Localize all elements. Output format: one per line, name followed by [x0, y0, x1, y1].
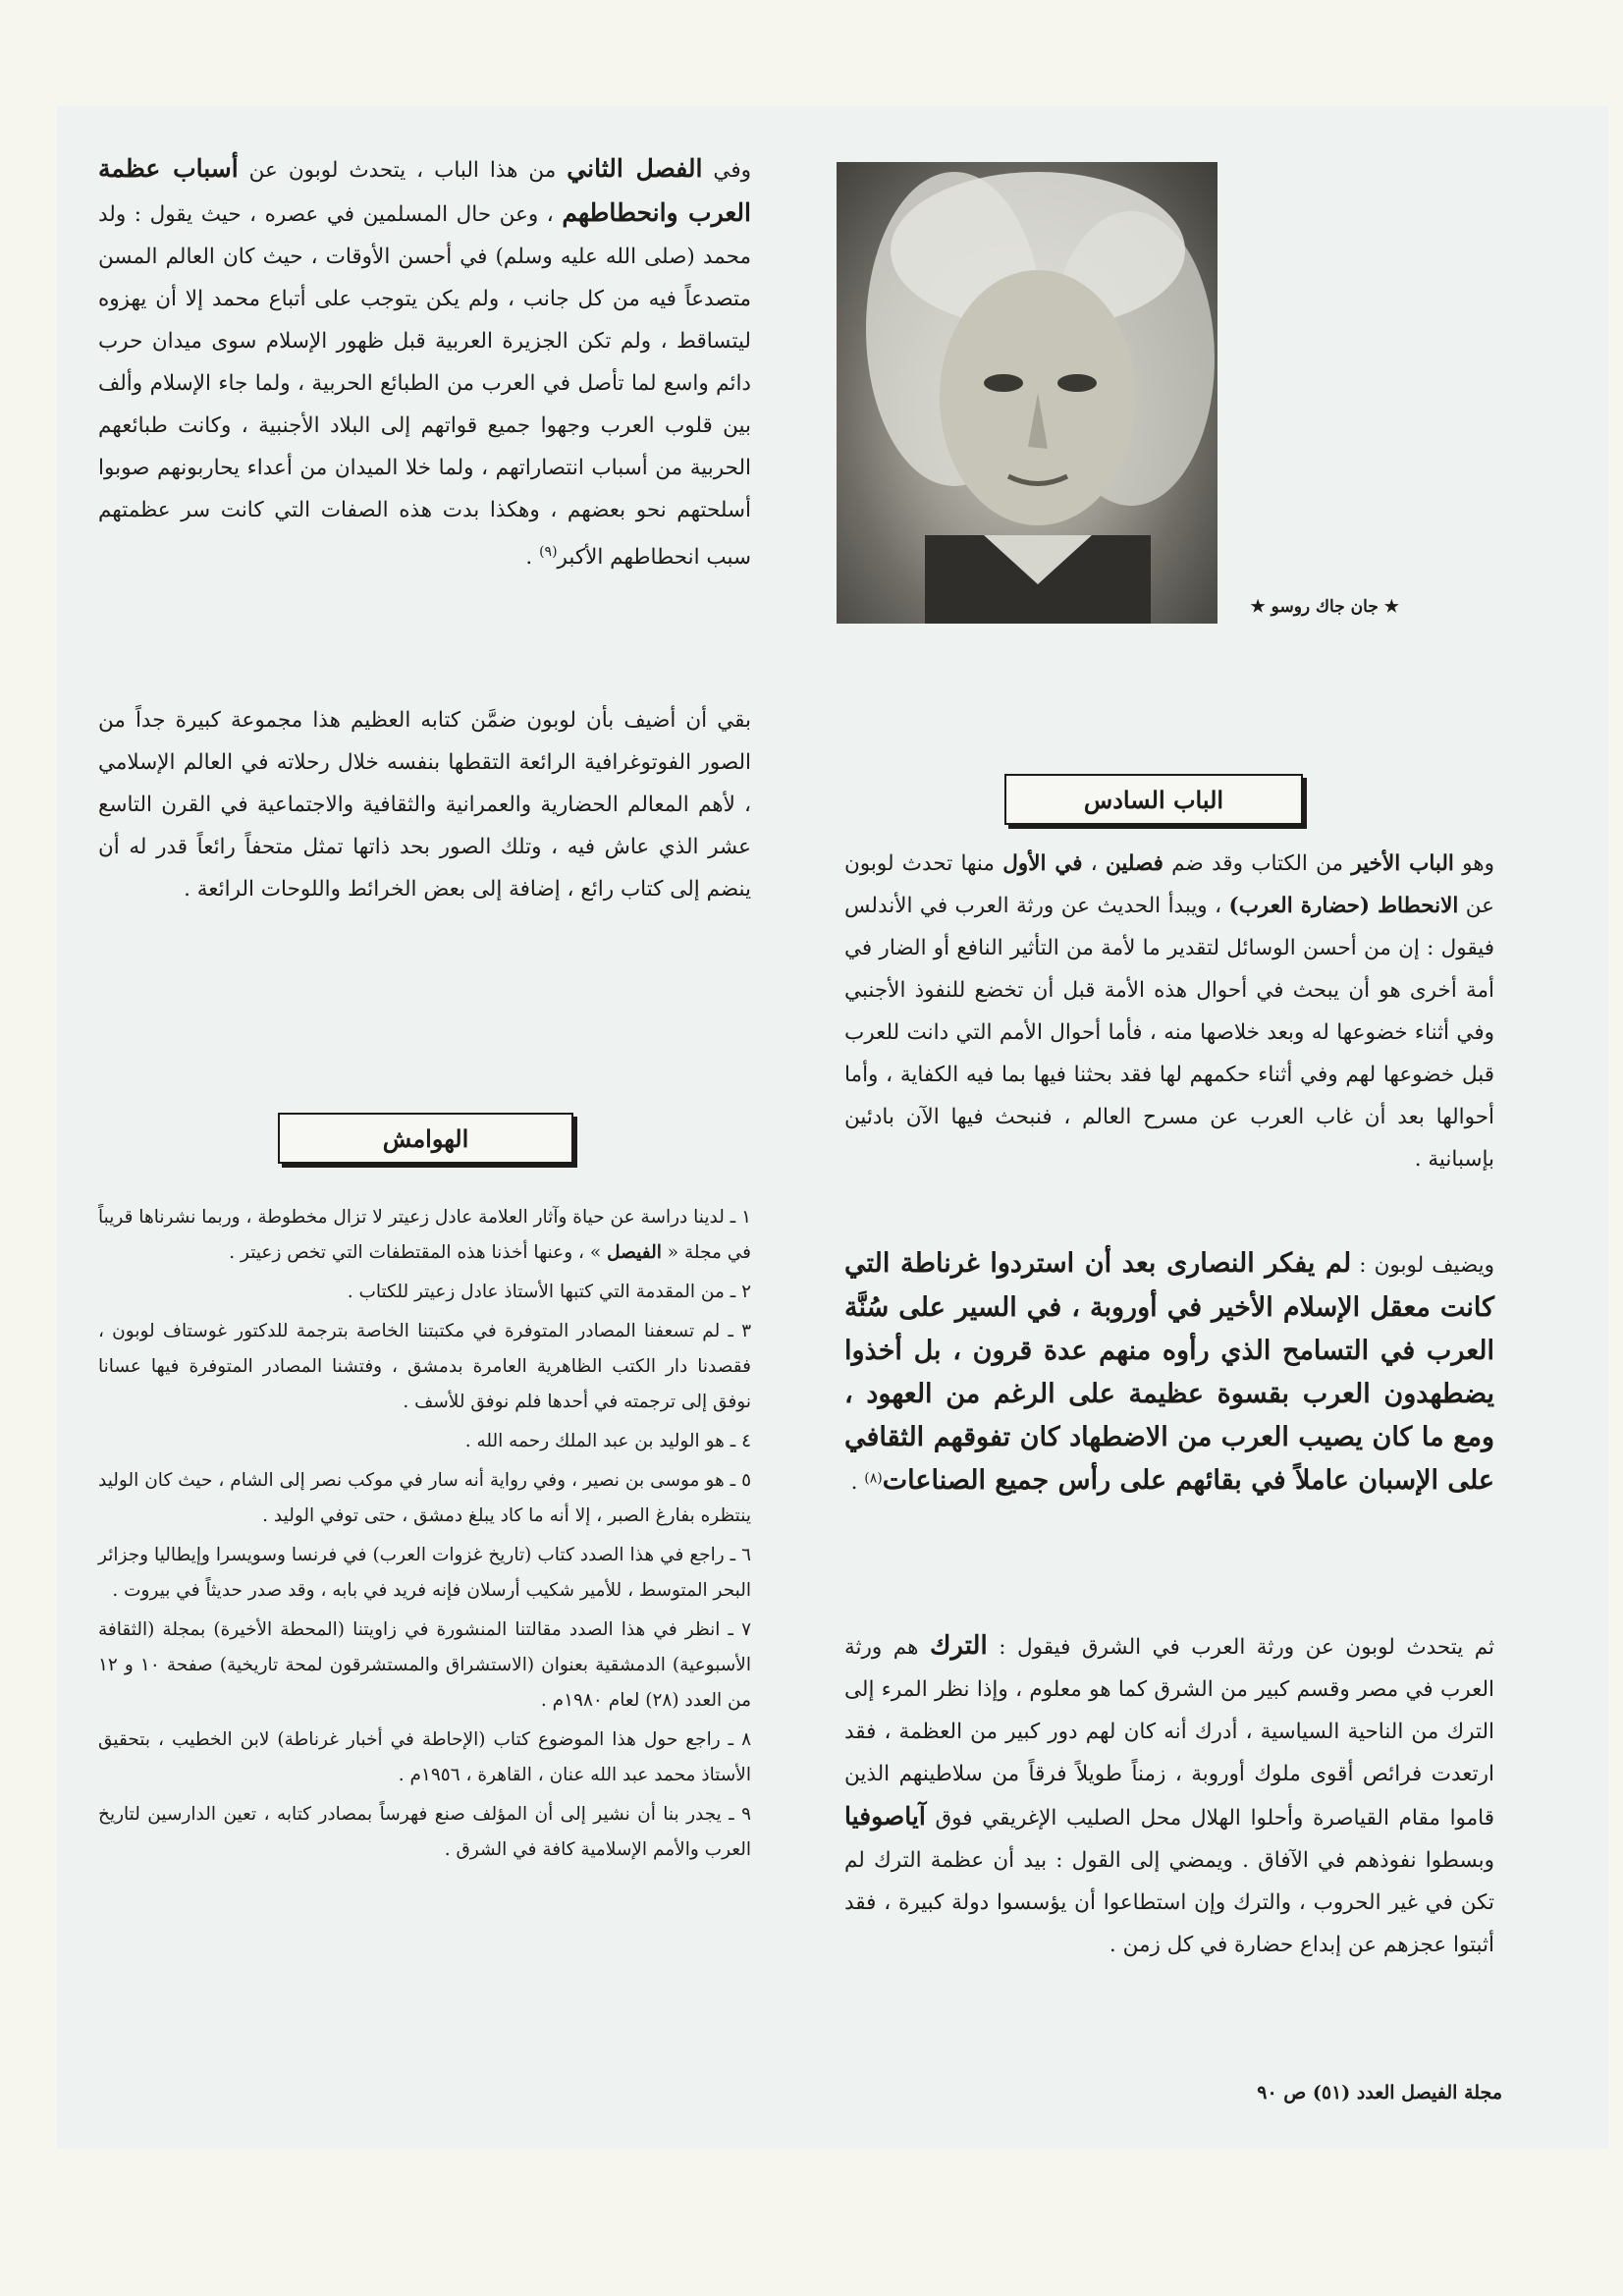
footnote-item: ٦ ـ راجع في هذا الصدد كتاب (تاريخ غزوات العرب) في فرنسا وسويسرا وإيطاليا وجزائر البحر المتوسط ، للأمير شكيب أرسلان فإنه فريد في بابه ، وقد صدر حديثاً في بيروت . — [98, 1545, 751, 1601]
footnote-item: ٥ ـ هو موسى بن نصير ، وفي رواية أنه سار في موكب نصر إلى الشام ، حيث كان الوليد ينتظره بفارغ الصبر ، إلا أنه ما كاد يبلغ دمشق ، حتى توفي الوليد . — [98, 1470, 751, 1526]
text-run-bold: في الأول — [1002, 851, 1083, 876]
right-column-paragraph-2 — [844, 1242, 1494, 1503]
footnote-ref: (٨) — [864, 1470, 883, 1487]
paragraph: بقي أن أضيف بأن لوبون ضمَّن كتابه العظيم هذا مجموعة كبيرة جداً من الصور الفوتوغرافية الرائعة التقطها بنفسه خلال رحلاته في العالم الإسلامي ، لأهم المعالم الحضارية والعمرانية والثقافية والاجتماعية في القرن التاسع عشر الذي عاش فيه ، وتلك الصور بحد ذاتها تمثل متحفاً رائعاً قدر له أن ينضم إلى كتاب رائع ، إضافة إلى بعض الخرائط واللوحات الرائعة . — [98, 708, 751, 902]
text-run: وفي — [702, 158, 752, 183]
text-run: من الكتاب وقد ضم — [1163, 851, 1352, 876]
text-run: » ، وعنها أخذنا هذه المقتطفات التي تخص زعيتر . — [229, 1242, 608, 1263]
text-run: ١ ـ لدينا دراسة عن حياة وآثار العلامة عادل زعيتر لا تزال مخطوطة ، وربما نشرناها قريباً في مجلة « — [98, 1207, 751, 1263]
chapter-heading: الباب السادس — [1004, 774, 1303, 825]
footnote-item: ٩ ـ يجدر بنا أن نشير إلى أن المؤلف صنع فهرساً بمصادر كتابه ، تعين الدارسين لتاريخ العرب والأمم الإسلامية كافة في الشرق . — [98, 1804, 751, 1860]
text-run: ، — [1082, 851, 1107, 876]
text-run: . — [850, 1470, 865, 1495]
text-run: منها تحدث لوبون عن — [844, 851, 1494, 918]
text-run: ، ويبدأ الحديث عن ورثة العرب في الأندلس فيقول : إن من أحسن الوسائل لتقدير ما لأمة من التأثير النافع أو الضار في أمة أخرى هو أن يبحث في أحوال هذه الأمة قبل أن تخضع للنفوذ الأجنبي وفي أثناء خضوعها له وبعد خلاصها منه ، فأما أحوال الأمم التي دانت للعرب قبل خضوعها لهم وفي أثناء حكمهم لها فقد بحثنا فيها بما فيه الكفاية ، وأما أحوالها بعد أن غاب العرب عن مسرح العالم ، فنبحث فيها الآن بادئين بإسبانية . — [844, 894, 1494, 1172]
left-column-paragraph-2 — [98, 699, 751, 910]
right-column-paragraph-1 — [844, 843, 1494, 1180]
text-run: هم ورثة العرب في مصر وقسم كبير من الشرق كما هو معلوم ، وإذا نظر المرء إلى الترك من الناحية السياسية ، أدرك أنه كان لهم دور كبير من العظمة ، فقد ارتعدت فرائص أقوى ملوك أوروبة ، زمناً طويلاً فرقاً من سلاطينهم الذين قاموا مقام القياصرة وأحلوا الهلال محل الصليب الإغريقي فوق — [844, 1635, 1494, 1831]
text-run: . — [525, 545, 540, 571]
text-run: ثم يتحدث لوبون عن ورثة العرب في الشرق فيقول : — [987, 1635, 1495, 1660]
footnote-item: ٢ ـ من المقدمة التي كتبها الأستاذ عادل زعيتر للكتاب . — [347, 1282, 751, 1302]
text-run-bold: الباب الأخير — [1351, 851, 1454, 876]
footnote-item: ٨ ـ راجع حول هذا الموضوع كتاب (الإحاطة في أخبار غرناطة) لابن الخطيب ، بتحقيق الأستاذ محمد عبد الله عنان ، القاهرة ، ١٩٥٦م . — [98, 1729, 751, 1785]
footnote-ref: (٩) — [539, 544, 558, 560]
footnote-item — [98, 1200, 751, 1271]
portrait-illustration — [837, 162, 1217, 624]
text-run-bold: الترك — [929, 1631, 988, 1661]
text-run-bold: الفصل الثاني — [567, 154, 703, 183]
text-run-bold: أسباب عظمة العرب وانحطاطهم — [98, 154, 751, 227]
notes-heading: الهوامش — [278, 1113, 573, 1164]
emphasis-quote: لم يفكر النصارى بعد أن استردوا غرناطة التي كانت معقل الإسلام الأخير في أوروبة ، في السير على سُنَّة العرب في التسامح الذي رأوه منهم عدة قرون ، بل أخذوا يضطهدون العرب بقسوة عظيمة على الرغم من العهود ، ومع ما كان يصيب العرب من الاضطهاد كان تفوقهم الثقافي على الإسبان عاملاً في بقائهم على رأس جميع الصناعات — [844, 1248, 1494, 1496]
footnote-item: ٣ ـ لم تسعفنا المصادر المتوفرة في مكتبتنا الخاصة بترجمة للدكتور غوستاف لوبون ، فقصدنا دار الكتب الظاهرية العامرة بدمشق ، وفتشنا المصادر المتوفرة فيها عسانا نوفق إلى ترجمته في أحدها فلم نوفق للأسف . — [98, 1321, 751, 1412]
footnotes-list — [98, 1200, 751, 1872]
text-run: وبسطوا نفوذهم في الآفاق . ويمضي إلى القول : بيد أن عظمة الترك لم تكن في غير الحروب ، والترك وإن استطاعوا أن يؤسسوا دولة كبيرة ، فقد أثبتوا عجزهم عن إبداع حضارة في كل زمن . — [844, 1848, 1494, 1957]
text-run-bold: الانحطاط (حضارة العرب) — [1228, 894, 1459, 918]
text-run: وهو — [1453, 851, 1494, 876]
text-run-bold: فصلين — [1106, 851, 1163, 876]
text-run: ويضيف لوبون : — [1351, 1253, 1494, 1278]
text-run-bold: آياصوفيا — [844, 1802, 926, 1831]
photo-caption: ★ جان جاك روسو ★ — [1250, 597, 1399, 617]
text-run: ، وعن حال المسلمين في عصره ، حيث يقول : ولد محمد (صلى الله عليه وسلم) في أحسن الأوقات ، حيث كان العالم المسن متصدعاً فيه من كل جانب ، ولم يكن يتوجب على أتباع محمد إلا أن يهزوه ليتساقط ، ولم تكن الجزيرة العربية قبل ظهور الإسلام سوى ميدان حرب دائم واسع لما تأصل في العرب من الطبائع الحربية ، ولما جاء الإسلام وألف بين قلوب العرب وجهوا جميع قواتهم إلى البلاد الأجنبية ، وكانت طبائعهم الحربية من أسباب انتصاراتهم ، ولما خلا الميدان من أعداء يحاربونهم صوبوا أسلحتهم نحو بعضهم ، وهكذا بدت هذه الصفات التي كانت سر عظمتهم سبب انحطاطهم الأكبر — [98, 202, 751, 571]
footnote-item: ٧ ـ انظر في هذا الصدد مقالتنا المنشورة في زاويتنا (المحطة الأخيرة) بمجلة (الثقافة الأسبوعية) الدمشقية بعنوان (الاستشراق والمستشرقون لمحة تاريخية) صفحة ١٠ و ١٢ من العدد (٢٨) لعام ١٩٨٠م . — [98, 1619, 751, 1711]
portrait-photo — [837, 162, 1217, 624]
page-footer: مجلة الفيصل العدد (٥١) ص ٩٠ — [1257, 2082, 1502, 2104]
right-column-paragraph-3 — [844, 1625, 1494, 1966]
left-column-paragraph-1 — [98, 147, 751, 578]
text-run-bold: الفيصل — [607, 1242, 662, 1263]
text-run: من هذا الباب ، يتحدث لوبون عن — [238, 158, 568, 183]
footnote-item: ٤ ـ هو الوليد بن عبد الملك رحمه الله . — [464, 1431, 751, 1451]
